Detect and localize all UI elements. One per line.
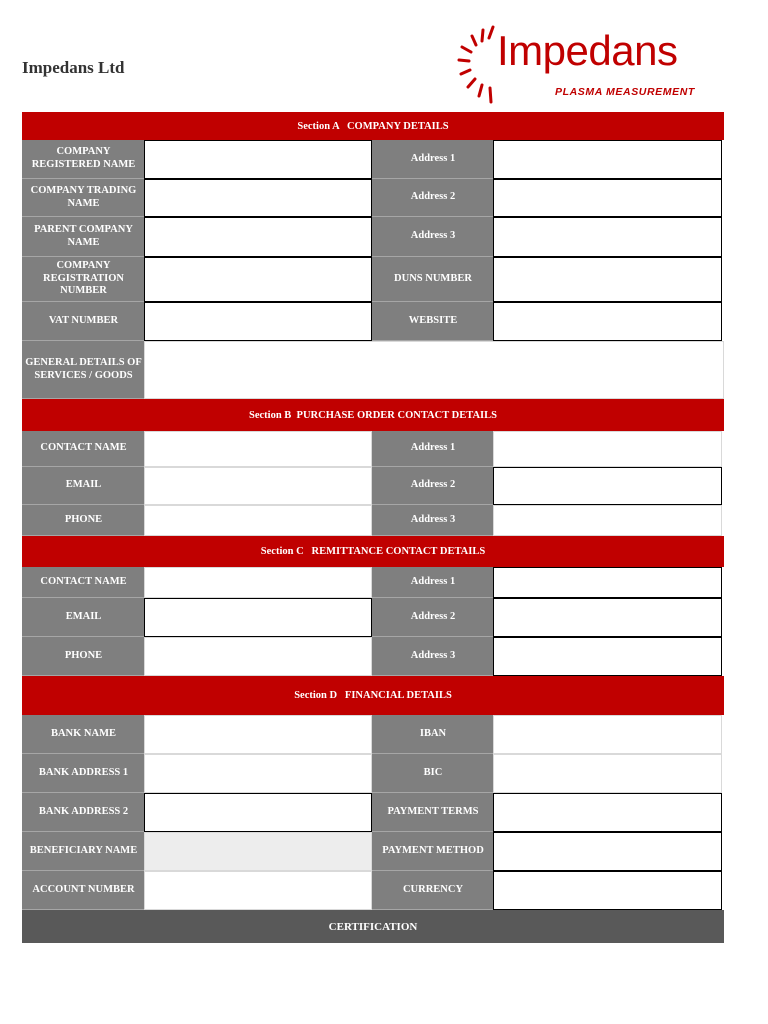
po-phone-field[interactable] [144,505,372,536]
iban-field[interactable] [493,715,722,754]
remit-address1-field[interactable] [493,567,722,598]
po-contact-name-label: CONTACT NAME [22,431,145,467]
beneficiary-name-field[interactable] [144,832,372,871]
bic-field[interactable] [493,754,722,793]
po-address3-label: Address 3 [372,505,494,536]
address3-label: Address 3 [372,217,494,257]
payment-method-field[interactable] [493,832,722,871]
address1-label: Address 1 [372,140,494,179]
po-email-label: EMAIL [22,467,145,505]
vat-number-label: VAT NUMBER [22,302,145,341]
trading-name-field[interactable] [144,179,372,217]
impedans-logo [455,22,715,112]
remit-contact-name-field[interactable] [144,567,372,598]
bank-name-label: BANK NAME [22,715,145,754]
currency-label: CURRENCY [372,871,494,910]
account-number-field[interactable] [144,871,372,910]
logo-subtitle: PLASMA MEASUREMENT [555,86,695,98]
registered-name-field[interactable] [144,140,372,179]
general-details-field[interactable] [144,341,724,399]
duns-field[interactable] [493,257,722,302]
company-name: Impedans Ltd [22,58,125,77]
remit-phone-label: PHONE [22,637,145,676]
section-d-header: Section D FINANCIAL DETAILS [22,676,724,715]
duns-label: DUNS NUMBER [372,257,494,302]
bic-label: BIC [372,754,494,793]
section-a-header: Section A COMPANY DETAILS [22,112,724,140]
iban-label: IBAN [372,715,494,754]
po-contact-name-field[interactable] [144,431,372,467]
remit-address1-label: Address 1 [372,567,494,598]
section-b-header: Section B PURCHASE ORDER CONTACT DETAILS [22,399,724,431]
remit-address2-label: Address 2 [372,598,494,637]
remit-address3-label: Address 3 [372,637,494,676]
parent-company-field[interactable] [144,217,372,257]
website-field[interactable] [493,302,722,341]
bank-address2-label: BANK ADDRESS 2 [22,793,145,832]
address3-field[interactable] [493,217,722,257]
supplier-form [22,112,724,943]
address1-field[interactable] [493,140,722,179]
vat-number-field[interactable] [144,302,372,341]
payment-terms-field[interactable] [493,793,722,832]
section-c-header: Section C REMITTANCE CONTACT DETAILS [22,536,724,567]
remit-phone-field[interactable] [144,637,372,676]
address2-label: Address 2 [372,179,494,217]
logo-wordmark: Impedans [497,27,678,74]
po-address2-field[interactable] [493,467,722,505]
remit-email-label: EMAIL [22,598,145,637]
bank-name-field[interactable] [144,715,372,754]
certification-header: CERTIFICATION [22,910,724,943]
remit-email-field[interactable] [144,598,372,637]
payment-method-label: PAYMENT METHOD [372,832,494,871]
registered-name-label: COMPANY REGISTERED NAME [22,140,145,179]
trading-name-label: COMPANY TRADING NAME [22,179,145,217]
payment-terms-label: PAYMENT TERMS [372,793,494,832]
po-address3-field[interactable] [493,505,722,536]
website-label: WEBSITE [372,302,494,341]
bank-address1-label: BANK ADDRESS 1 [22,754,145,793]
general-details-label: GENERAL DETAILS OF SERVICES / GOODS [22,341,145,399]
bank-address2-field[interactable] [144,793,372,832]
registration-number-label: COMPANY REGISTRATION NUMBER [22,257,145,302]
currency-field[interactable] [493,871,722,910]
po-phone-label: PHONE [22,505,145,536]
address2-field[interactable] [493,179,722,217]
remit-contact-name-label: CONTACT NAME [22,567,145,598]
beneficiary-name-label: BENEFICIARY NAME [22,832,145,871]
po-address2-label: Address 2 [372,467,494,505]
bank-address1-field[interactable] [144,754,372,793]
remit-address2-field[interactable] [493,598,722,637]
remit-address3-field[interactable] [493,637,722,676]
po-address1-label: Address 1 [372,431,494,467]
account-number-label: ACCOUNT NUMBER [22,871,145,910]
registration-number-field[interactable] [144,257,372,302]
po-address1-field[interactable] [493,431,722,467]
po-email-field[interactable] [144,467,372,505]
parent-company-label: PARENT COMPANY NAME [22,217,145,257]
